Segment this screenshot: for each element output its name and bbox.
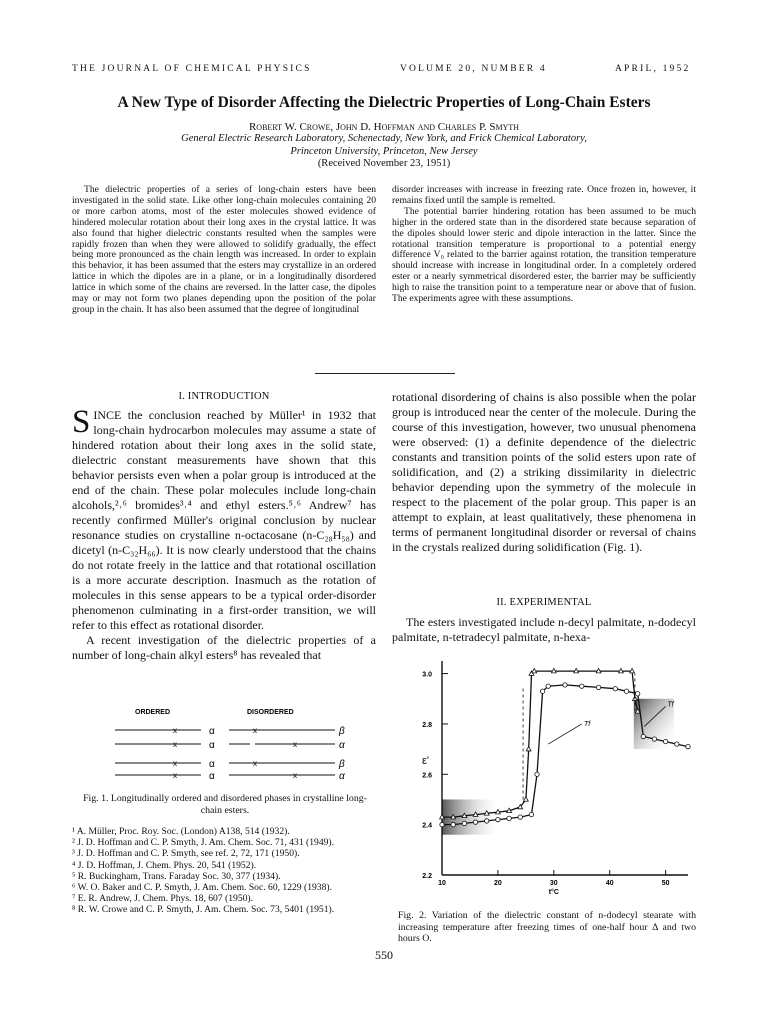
fig1-end-label: β (339, 726, 345, 737)
fig2-x-tick-label: 40 (605, 880, 614, 887)
footnote-7: ⁷ E. R. Andrew, J. Chem. Phys. 18, 607 (1950). (72, 893, 254, 905)
fig2-circle-point (580, 684, 584, 688)
fig1-ordered-label: ORDERED (135, 709, 171, 716)
fig1-dipole-mark: x (173, 771, 177, 780)
journal-name: THE JOURNAL OF CHEMICAL PHYSICS (72, 64, 312, 74)
abstract-left (72, 185, 376, 316)
section-divider (315, 373, 455, 374)
fig1-end-label: α (209, 759, 215, 770)
fig2-x-tick-label: 20 (494, 880, 502, 887)
fig1-dipole-mark: x (293, 740, 297, 749)
fig2-tf-label: Tf (667, 701, 674, 709)
fig2-circle-point (686, 744, 690, 748)
fig1-chains (115, 726, 345, 782)
received-date: (Received November 23, 1951) (317, 158, 451, 169)
footnote-5: ⁵ R. Buckingham, Trans. Faraday Soc. 30, 377 (1934). (72, 870, 281, 882)
fig2-tf-label: Tf (584, 720, 591, 728)
footnote-8: ⁸ R. W. Crowe and C. P. Smyth, J. Am. Chem. Soc. 73, 5401 (1951). (72, 904, 335, 916)
fig1-end-label: α (209, 726, 215, 737)
fig2-circle-point (546, 684, 550, 688)
fig2-circle-point (485, 819, 489, 823)
experimental-body (392, 615, 696, 645)
fig1-end-label: α (209, 771, 215, 782)
footnote-3: ³ J. D. Hoffman and C. P. Smyth, see ref. 2, 72, 171 (1950). (72, 848, 300, 860)
fig1-caption: Fig. 1. Longitudinally ordered and disordered phases in crystalline long-chain esters. (83, 793, 367, 816)
intro-body (72, 404, 376, 663)
fig1-end-label: α (339, 771, 345, 782)
fig2-circle-point (451, 822, 455, 826)
fig2-circle-point (624, 689, 628, 693)
intro-heading: I. INTRODUCTION (178, 391, 270, 402)
fig2-y-tick-label: 2.6 (422, 772, 432, 780)
fig2-circle-point (675, 742, 679, 746)
fig2-circle-point (613, 686, 617, 690)
drop-cap: S (72, 404, 91, 440)
fig2-circle-point (440, 822, 444, 826)
fig2-triangle-point (526, 747, 531, 751)
footnote-4: ⁴ J. D. Hoffman, J. Chem. Phys. 20, 541 (1952). (72, 859, 257, 871)
fig2-circle-point (652, 737, 656, 741)
running-head (72, 64, 698, 78)
fig2-y-tick-label: 2.4 (422, 822, 432, 830)
experimental-paragraph-1: The esters investigated include n-decyl palmitate, n-dodecyl palmitate, n-tetradecyl palmitate, n-hexa- (392, 615, 696, 644)
fig1-end-label: β (339, 759, 345, 770)
intro-paragraph-3: rotational disordering of chains is also possible when the polar group is introduced near the center of the molecule. During the course of this investigation, however, two unusual phenomena were observed: (1) a definite dependence of the dielectric constants and transition points of the solid esters upon rate of solidification, and (2) a striking dissimilarity in dielectric behavior depending upon the symmetry of the molecule in respect to the placement of the polar group. This paper is an attempt to explain, at least qualitatively, these phenomena in terms of permanent longitudinal disorder or reversal of chains in the crystals realized during solidification (Fig. 1). (392, 390, 696, 554)
fig2-y-tick-label: 3.0 (422, 671, 432, 679)
fig2-x-tick-label: 30 (549, 880, 558, 887)
fig2-circle-point (462, 821, 466, 825)
fig2-circle-point (596, 685, 600, 689)
experimental-heading: II. EXPERIMENTAL (496, 597, 592, 608)
fig1-dipole-mark: x (173, 740, 177, 749)
fig1-diagram (105, 703, 355, 785)
intro-paragraph-1: INCE the conclusion reached by Müller¹ in 1932 that long-chain hydrocarbon molecules may assume a state of hindered rotation about their long axes in the solid state, dielectric constant measurements have shown that this behavior persists even when a polar group is introduced at the end of the chain. These polar molecules include long-chain alcohols,²˒⁶ bromides³˒⁴ and ethyl esters.⁵˒⁶ Andrew⁷ has recently confirmed Müller's original conclusion by nuclear resonance studies on crystalline n-octacosane (n-C₂₈H₅₈) and dicetyl (n-C₃₂H₆₆). It is now clearly understood that the chains do not rotate freely in the lattice and that rotational oscillation is a more accurate description. Inasmuch as the rotation of molecules in this sense appears to be a typical order-disorder phenomenon culminating in a first-order transition, we will refer to this effect as rotational disorder. (72, 408, 376, 632)
fig2-x-tick-label: 10 (438, 880, 446, 887)
fig1-dipole-mark: x (293, 771, 297, 780)
author-list: Robert W. Crowe, John D. Hoffman and Charles P. Smyth (248, 121, 520, 133)
abstract-paragraph-2: disorder increases with increase in freezing rate. Once frozen in, however, it remains fixed until the sample is remelted. (392, 184, 696, 206)
fig1-disordered-label: DISORDERED (247, 709, 294, 716)
footnote-6: ⁶ W. O. Baker and C. P. Smyth, J. Am. Chem. Soc. 60, 1229 (1938). (72, 882, 332, 894)
fig2-circle-point (635, 692, 639, 696)
fig2-y-tick-label: 2.2 (422, 873, 432, 880)
fig2-circle-point (518, 815, 522, 819)
footnote-1: ¹ A. Müller, Proc. Roy. Soc. (London) A138, 514 (1932). (72, 826, 290, 837)
page-number: 550 (375, 948, 393, 962)
fig1-end-label: α (209, 740, 215, 751)
fig2-series-line (442, 671, 638, 817)
abstract-paragraph-3: The potential barrier hindering rotation has been assumed to be much higher in the ordered state than in the disordered state because separation of the dipoles should lower steric and dipole interaction in the latter. Since the rotational transition temperature is proportional to a potential energy difference V₀ related to the barrier against rotation, the transition temperature should increase with increase in longitudinal order. In a completely ordered ester or a nearly symmetrical disordered ester, the barrier may be sufficiently high to raise the transition point to a temperature near or above that of fusion. The experiments agree with these assumptions. (392, 205, 696, 305)
fig1-end-label: α (339, 740, 345, 751)
right-column-body (392, 390, 696, 555)
fig2-circle-point (540, 689, 544, 693)
fig1-dipole-mark: x (253, 726, 257, 735)
fig2-x-axis-label: t°C (548, 889, 559, 895)
fig2-circle-point (535, 772, 539, 776)
issue-date: APRIL, 1952 (615, 64, 691, 74)
fig2-circle-point (641, 734, 645, 738)
fig2-triangle-point (523, 797, 528, 801)
affiliation-line-2: Princeton University, Princeton, New Jersey (290, 145, 478, 157)
footnote-2: ² J. D. Hoffman and C. P. Smyth, J. Am. Chem. Soc. 71, 431 (1949). (72, 837, 335, 849)
article-title: A New Type of Disorder Affecting the Dielectric Properties of Long-Chain Esters (117, 94, 651, 111)
fig1-dipole-mark: x (173, 759, 177, 768)
fig2-chart (398, 655, 698, 895)
footnotes (72, 826, 376, 916)
fig2-tf-pointer (548, 724, 582, 744)
fig1-dipole-mark: x (253, 759, 257, 768)
abstract-right (392, 185, 696, 305)
fig2-y-axis-label: ε' (422, 755, 430, 768)
fig2-caption: Fig. 2. Variation of the dielectric constant of n-dodecyl stearate with increasing temperature after freezing times of one-half hour Δ and two hours O. (398, 910, 696, 944)
affiliation-line-1: General Electric Research Laboratory, Schenectady, New York, and Frick Chemical Laboratory, (181, 133, 587, 144)
fig2-y-tick-label: 2.8 (422, 721, 432, 729)
fig2-circle-point (473, 820, 477, 824)
fig2-circle-point (496, 817, 500, 821)
affiliation (40, 133, 728, 158)
fig2-x-tick-label: 50 (661, 880, 670, 887)
fig2-circle-point (507, 816, 511, 820)
fig2-circle-point (663, 739, 667, 743)
volume-number: VOLUME 20, NUMBER 4 (400, 64, 547, 74)
intro-paragraph-2: A recent investigation of the dielectric properties of a number of long-chain alkyl esters⁸ has revealed that (72, 633, 376, 662)
fig1-dipole-mark: x (173, 726, 177, 735)
abstract-paragraph-1: The dielectric properties of a series of long-chain esters have been investigated in the solid state. Like other long-chain molecules containing 20 or more carbon atoms, most of the ester molecules showed evidence of hindered molecular rotation about their long axes in the crystal lattice. It was also found that higher dielectric constants resulted when the samples were rapidly frozen than when they were allowed to solidify gradually, the effect being more pronounced as the chain length was increased. In order to explain this behavior, it has been assumed that the esters may crystallize in an ordered lattice in which the dipoles are in a plane, or in a longitudinally disordered lattice in which some of the chains are reversed. In the latter case, the dipoles may or may not form two planes depending upon the position of the polar group in the chain. It has also been assumed that the degree of longitudinal (72, 184, 376, 315)
fig2-circle-point (529, 812, 533, 816)
fig2-circle-point (563, 683, 567, 687)
